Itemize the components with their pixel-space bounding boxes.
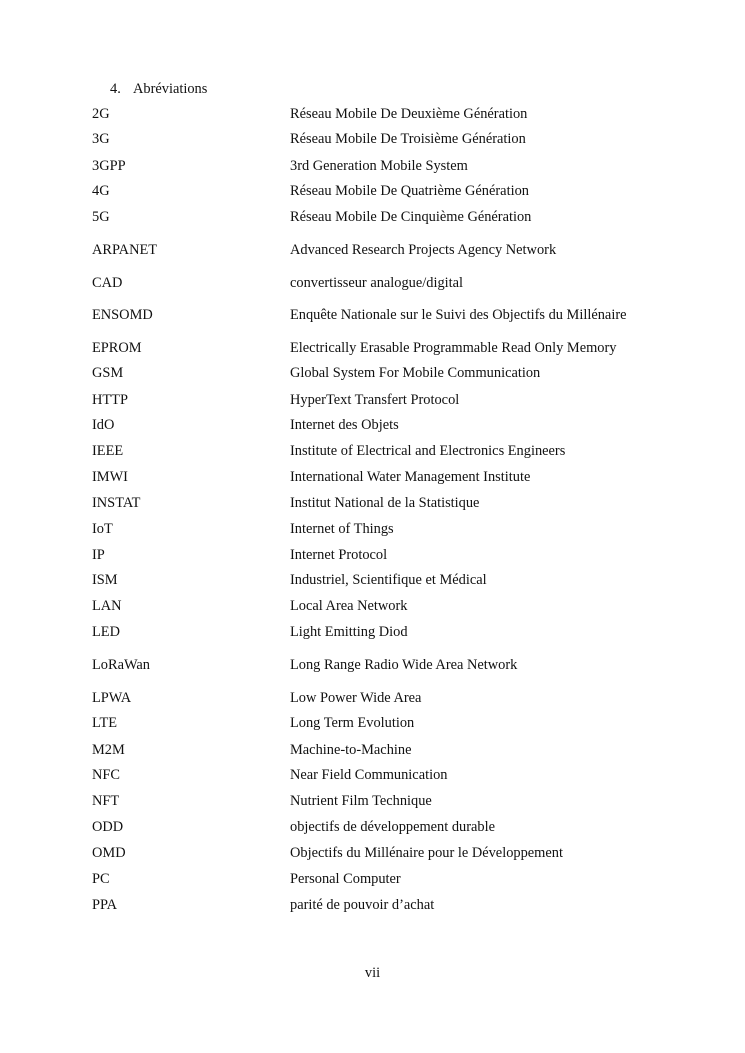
- abbreviation-term: LTE: [92, 715, 118, 731]
- abbreviation-definition: Internet Protocol: [290, 547, 388, 563]
- abbreviation-term: INSTAT: [92, 495, 141, 511]
- abbreviation-definition: Nutrient Film Technique: [290, 793, 432, 809]
- abbreviation-term: ENSOMD: [92, 307, 153, 323]
- abbreviation-row: [92, 240, 692, 260]
- abbreviation-row: [92, 207, 692, 227]
- abbreviation-term: 3G: [92, 131, 110, 147]
- abbreviation-definition: Low Power Wide Area: [290, 690, 422, 706]
- page-number: vii: [364, 965, 381, 981]
- abbreviation-term: 3GPP: [92, 158, 126, 174]
- abbreviation-term: LPWA: [92, 690, 132, 706]
- abbreviation-row: [92, 622, 692, 642]
- abbreviation-definition: Internet des Objets: [290, 417, 399, 433]
- abbreviation-row: [92, 570, 692, 590]
- abbreviation-row: [92, 688, 692, 708]
- abbreviation-row: [92, 545, 692, 565]
- abbreviation-definition: Local Area Network: [290, 598, 408, 614]
- abbreviation-row: [92, 740, 692, 760]
- abbreviation-term: IP: [92, 547, 105, 563]
- abbreviation-row: [92, 869, 692, 889]
- abbreviation-definition: Advanced Research Projects Agency Network: [290, 242, 557, 258]
- abbreviation-row: [92, 363, 692, 383]
- abbreviation-definition: Machine-to-Machine: [290, 742, 412, 758]
- abbreviation-term: ARPANET: [92, 242, 158, 258]
- abbreviation-term: NFT: [92, 793, 120, 809]
- abbreviation-row: [92, 273, 692, 293]
- abbreviation-definition: Long Range Radio Wide Area Network: [290, 657, 518, 673]
- abbreviation-term: GSM: [92, 365, 124, 381]
- abbreviation-row: [92, 493, 692, 513]
- abbreviation-definition: Internet of Things: [290, 521, 394, 537]
- abbreviation-term: IoT: [92, 521, 113, 537]
- abbreviation-definition: Réseau Mobile De Quatrième Génération: [290, 183, 529, 199]
- section-heading: [110, 80, 207, 98]
- abbreviation-row: [92, 519, 692, 539]
- abbreviation-term: 4G: [92, 183, 110, 199]
- abbreviation-term: ISM: [92, 572, 118, 588]
- abbreviation-row: [92, 338, 692, 358]
- abbreviation-term: LAN: [92, 598, 122, 614]
- abbreviation-term: IEEE: [92, 443, 124, 459]
- abbreviation-row: [92, 791, 692, 811]
- abbreviation-row: [92, 181, 692, 201]
- abbreviation-row: [92, 390, 692, 410]
- abbreviation-definition: Industriel, Scientifique et Médical: [290, 572, 487, 588]
- abbreviation-row: [92, 129, 692, 149]
- abbreviation-definition: Objectifs du Millénaire pour le Développement: [290, 845, 563, 861]
- abbreviation-term: LED: [92, 624, 120, 640]
- abbreviation-definition: Light Emitting Diod: [290, 624, 408, 640]
- abbreviation-definition: Enquête Nationale sur le Suivi des Objectifs du Millénaire: [290, 307, 627, 323]
- abbreviation-term: IdO: [92, 417, 115, 433]
- abbreviation-row: [92, 713, 692, 733]
- abbreviation-definition: Réseau Mobile De Cinquième Génération: [290, 209, 532, 225]
- abbreviation-definition: parité de pouvoir d’achat: [290, 897, 435, 913]
- section-title: Abréviations: [133, 81, 208, 97]
- abbreviation-row: [92, 765, 692, 785]
- abbreviation-term: 5G: [92, 209, 110, 225]
- abbreviation-term: PC: [92, 871, 110, 887]
- abbreviation-definition: 3rd Generation Mobile System: [290, 158, 468, 174]
- abbreviation-term: PPA: [92, 897, 118, 913]
- abbreviation-term: OMD: [92, 845, 126, 861]
- abbreviation-definition: objectifs de développement durable: [290, 819, 495, 835]
- abbreviation-term: ODD: [92, 819, 124, 835]
- abbreviation-definition: Institut National de la Statistique: [290, 495, 480, 511]
- abbreviation-row: [92, 415, 692, 435]
- abbreviation-definition: Réseau Mobile De Deuxième Génération: [290, 106, 528, 122]
- abbreviation-definition: Long Term Evolution: [290, 715, 415, 731]
- abbreviation-definition: International Water Management Institute: [290, 469, 531, 485]
- abbreviation-definition: HyperText Transfert Protocol: [290, 392, 460, 408]
- abbreviation-row: [92, 596, 692, 616]
- abbreviation-row: [92, 156, 692, 176]
- abbreviation-definition: Institute of Electrical and Electronics Engineers: [290, 443, 566, 459]
- abbreviation-definition: Global System For Mobile Communication: [290, 365, 541, 381]
- section-number: 4.: [110, 81, 121, 97]
- abbreviation-row: [92, 104, 692, 124]
- abbreviation-term: NFC: [92, 767, 120, 783]
- abbreviation-row: [92, 305, 692, 325]
- abbreviation-term: EPROM: [92, 340, 142, 356]
- abbreviation-row: [92, 895, 692, 915]
- abbreviation-row: [92, 467, 692, 487]
- abbreviation-row: [92, 441, 692, 461]
- abbreviation-definition: Near Field Communication: [290, 767, 448, 783]
- abbreviation-term: CAD: [92, 275, 123, 291]
- abbreviation-definition: Electrically Erasable Programmable Read Only Memory: [290, 340, 617, 356]
- abbreviation-term: IMWI: [92, 469, 128, 485]
- abbreviation-term: HTTP: [92, 392, 128, 408]
- abbreviation-row: [92, 817, 692, 837]
- abbreviation-definition: Réseau Mobile De Troisième Génération: [290, 131, 526, 147]
- abbreviation-definition: Personal Computer: [290, 871, 401, 887]
- abbreviation-term: 2G: [92, 106, 110, 122]
- abbreviation-definition: convertisseur analogue/digital: [290, 275, 464, 291]
- abbreviation-term: LoRaWan: [92, 657, 150, 673]
- abbreviation-row: [92, 843, 692, 863]
- abbreviation-term: M2M: [92, 742, 125, 758]
- abbreviation-row: [92, 655, 692, 675]
